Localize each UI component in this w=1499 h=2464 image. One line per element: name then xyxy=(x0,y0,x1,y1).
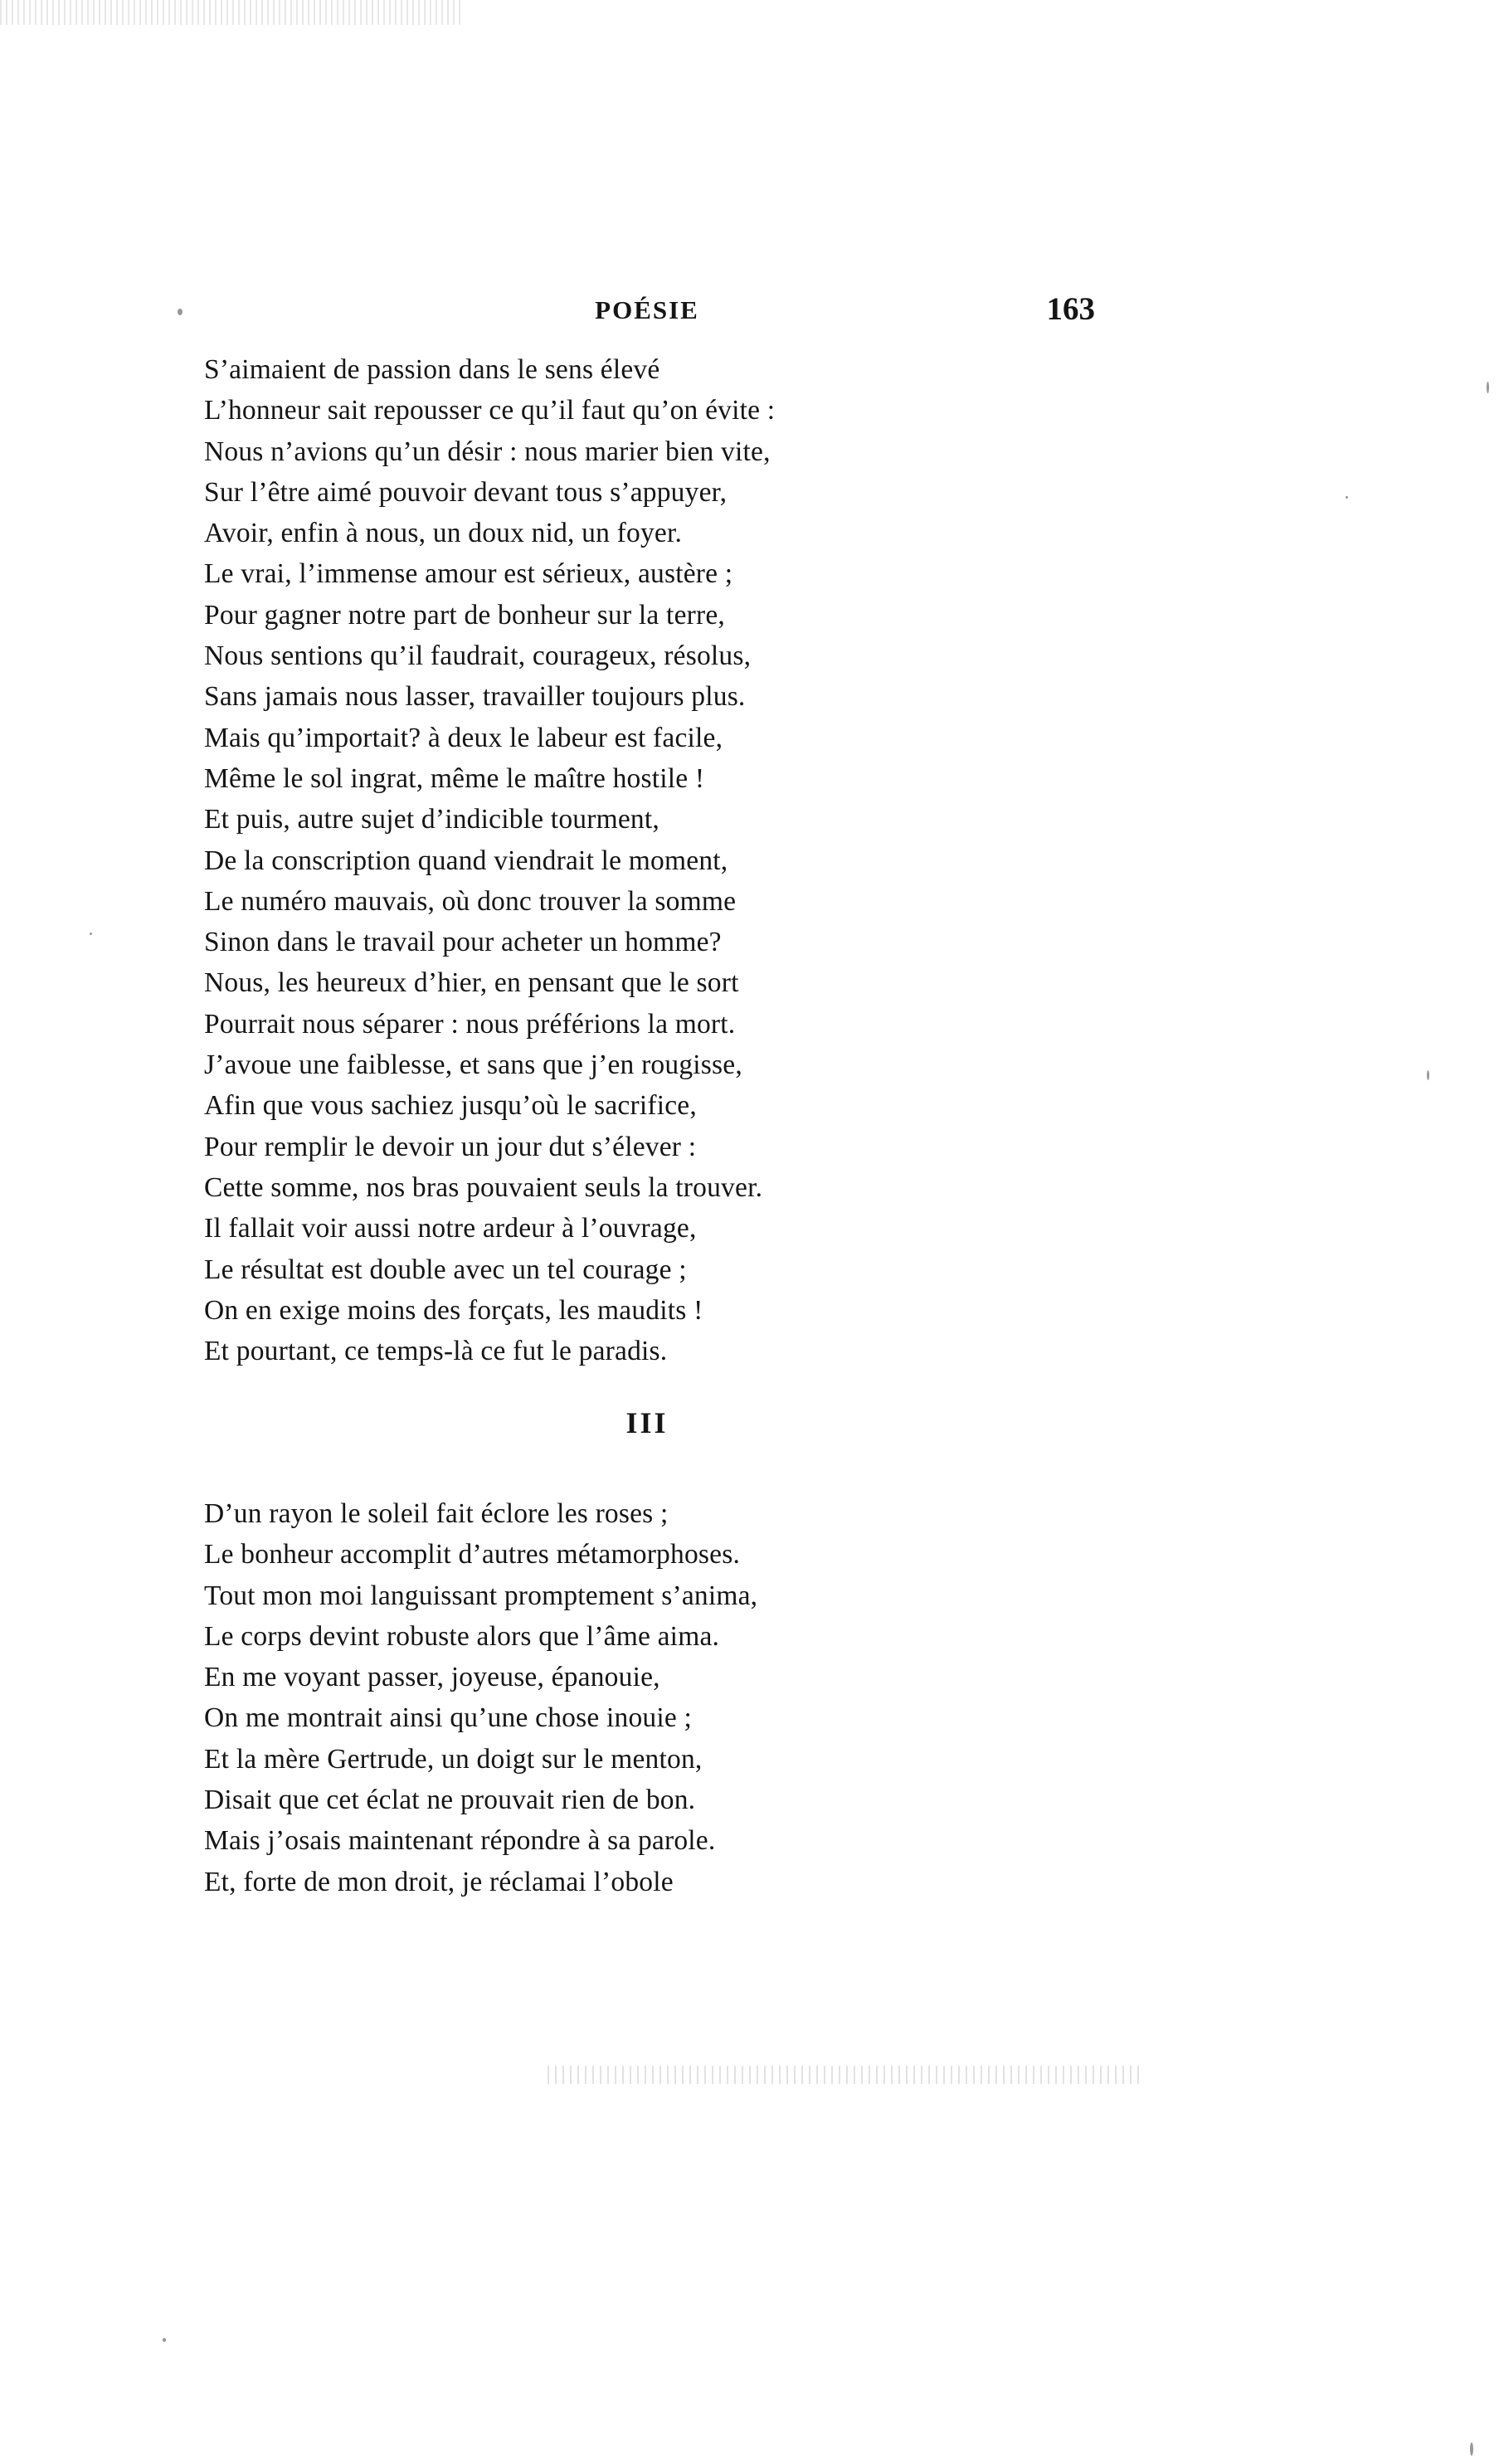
scan-noise-top xyxy=(0,0,465,25)
verse-line: Mais j’osais maintenant répondre à sa parole. xyxy=(204,1825,716,1857)
verse-line: S’aimaient de passion dans le sens élevé xyxy=(204,354,660,385)
page-header xyxy=(199,290,1095,340)
poem-stanza-2 xyxy=(204,1493,1083,1902)
verse-line: Le bonheur accomplit d’autres métamorphoses. xyxy=(204,1539,741,1570)
verse-line: Cette somme, nos bras pouvaient seuls la trouver. xyxy=(204,1171,763,1203)
verse-line: De la conscription quand viendrait le moment, xyxy=(204,845,728,876)
scan-noise-bottom xyxy=(548,2066,1145,2084)
verse-line: Et la mère Gertrude, un doigt sur le menton, xyxy=(204,1743,703,1775)
verse-line: Sur l’être aimé pouvoir devant tous s’appuyer, xyxy=(204,476,728,508)
verse-line: D’un rayon le soleil fait éclore les roses ; xyxy=(204,1498,669,1529)
verse-line: Le numéro mauvais, où donc trouver la somme xyxy=(204,885,737,917)
scan-speck xyxy=(1487,382,1489,393)
verse-line: Afin que vous sachiez jusqu’où le sacrifice, xyxy=(204,1090,697,1122)
verse-line: Sinon dans le travail pour acheter un homme? xyxy=(204,927,722,958)
poem-stanza-1 xyxy=(204,349,1083,1371)
verse-line: Nous sentions qu’il faudrait, courageux, résolus, xyxy=(204,640,752,672)
verse-line: Pour remplir le devoir un jour dut s’élever : xyxy=(204,1131,697,1162)
verse-line: Et pourtant, ce temps-là ce fut le paradis. xyxy=(204,1336,668,1367)
scan-speck xyxy=(163,2338,166,2342)
scan-speck xyxy=(1346,496,1348,499)
scan-speck xyxy=(178,309,183,315)
verse-line: Nous n’avions qu’un désir : nous marier bien vite, xyxy=(204,436,771,467)
section-heading: III xyxy=(625,1406,669,1439)
scan-speck xyxy=(1427,1070,1429,1080)
verse-line: Avoir, enfin à nous, un doux nid, un foyer. xyxy=(204,518,683,549)
running-head: POÉSIE xyxy=(595,295,699,324)
scan-speck xyxy=(90,933,92,935)
verse-line: Pour gagner notre part de bonheur sur la terre, xyxy=(204,599,725,631)
verse-line: Le corps devint robuste alors que l’âme aima. xyxy=(204,1620,720,1652)
verse-line: Pourrait nous séparer : nous préférions la mort. xyxy=(204,1008,736,1040)
verse-line: L’honneur sait repousser ce qu’il faut qu’on évite : xyxy=(204,395,776,426)
scan-speck xyxy=(1470,2442,1473,2456)
verse-line: Disait que cet éclat ne prouvait rien de bon. xyxy=(204,1785,696,1816)
verse-line: Et, forte de mon droit, je réclamai l’obole xyxy=(204,1866,674,1897)
verse-line: Le résultat est double avec un tel courage ; xyxy=(204,1254,687,1285)
verse-line: En me voyant passer, joyeuse, épanouie, xyxy=(204,1662,660,1693)
verse-line: Même le sol ingrat, même le maître hostile ! xyxy=(204,762,705,794)
verse-line: On me montrait ainsi qu’une chose inouie ; xyxy=(204,1702,693,1734)
page-number: 163 xyxy=(1046,291,1095,327)
verse-line: Le vrai, l’immense amour est sérieux, austère ; xyxy=(204,558,733,590)
verse-line: Sans jamais nous lasser, travailler toujours plus. xyxy=(204,681,746,713)
verse-line: Nous, les heureux d’hier, en pensant que le sort xyxy=(204,967,739,999)
verse-line: On en exige moins des forçats, les maudits ! xyxy=(204,1294,703,1326)
verse-line: Il fallait voir aussi notre ardeur à l’ouvrage, xyxy=(204,1213,697,1244)
verse-line: Et puis, autre sujet d’indicible tourment, xyxy=(204,804,659,835)
verse-line: Tout mon moi languissant promptement s’anima, xyxy=(204,1580,758,1611)
verse-line: J’avoue une faiblesse, et sans que j’en rougisse, xyxy=(204,1049,742,1081)
verse-line: Mais qu’importait? à deux le labeur est facile, xyxy=(204,722,723,753)
